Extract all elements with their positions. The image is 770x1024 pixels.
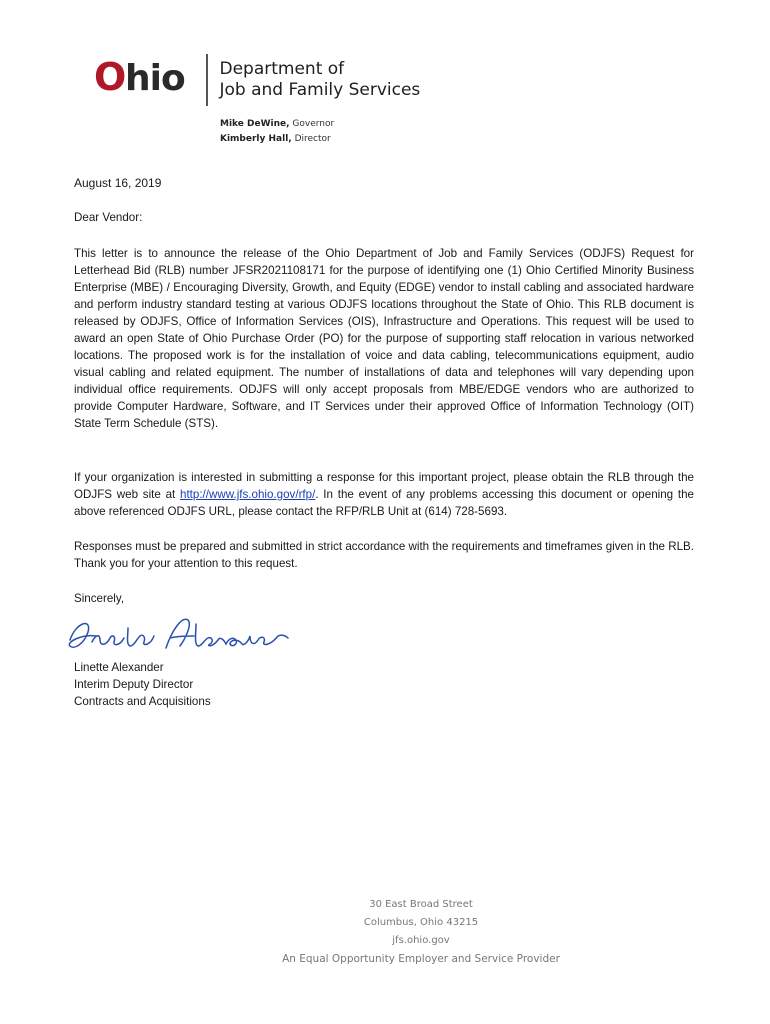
paragraph2-text-start: If your organization is interested in submitting a response for this important project, please obtain the RLB through the ODJFS web site at <box>74 471 694 501</box>
governor-title: Governor <box>292 119 335 129</box>
director-line <box>220 132 334 147</box>
paragraph-announcement: This letter is to announce the release of the Ohio Department of Job and Family Services (ODJFS) Request for Letterhead Bid (RLB) number JFSR2021108171 for the purpose of identifying one (1) Ohio Certified Minority Business Enterprise (MBE) / Encouraging Diversity, Growth, and Equity (EDGE) vendor to install cabling and associated hardware and perform industry standard testing at various ODJFS locations throughout the State of Ohio. This RLB document is released by ODJFS, Office of Information Services (OIS), Infrastructure and Operations. This request will be used to award an open State of Ohio Purchase Order (PO) for the purpose of supporting staff relocation in various networked locations. The proposed work is for the installation of voice and data cabling, telecommunications equipment, audio visual cabling and related equipment. The number of installations of data and telephones will vary depending upon individual office requirements. ODJFS will only accept proposals from MBE/EDGE vendors who are authorized to provide Computer Hardware, Software, and IT Services under their approved Office of Information Technology (OIT) State Term Schedule (STS). <box>74 247 694 430</box>
svg-text:hio: hio <box>125 57 185 97</box>
paragraph2-text-end: . In the event of any problems accessing this document or opening the above referenced ODJFS URL, please contact the RFP/RLB Unit at (614) 728-5693. <box>74 488 694 518</box>
director-name: Kimberly Hall, <box>220 134 292 144</box>
ohio-logo-icon <box>94 57 192 97</box>
paragraph-instructions <box>74 469 694 520</box>
director-title: Director <box>294 134 331 144</box>
signature-block <box>74 659 211 710</box>
logo-divider <box>206 54 208 106</box>
governor-name: Mike DeWine, <box>220 119 290 129</box>
officials <box>220 117 334 147</box>
letter-date: August 16, 2019 <box>74 176 162 190</box>
governor-line <box>220 117 334 132</box>
footer-equal-opportunity: An Equal Opportunity Employer and Service Provider <box>282 953 560 965</box>
letterhead <box>94 50 420 110</box>
salutation: Dear Vendor: <box>74 211 143 224</box>
department-name <box>220 59 421 101</box>
signature-image <box>62 606 292 666</box>
department-line1: Department of <box>219 59 345 79</box>
signer-title: Interim Deputy Director <box>74 678 194 691</box>
footer-website: jfs.ohio.gov <box>392 935 450 946</box>
closing: Sincerely, <box>74 592 125 605</box>
paragraph-requirements: Responses must be prepared and submitted in strict accordance with the requirements and timeframes given in the RLB. Thank you for your attention to this request. <box>74 540 694 570</box>
footer-address <box>36 896 770 950</box>
signer-department: Contracts and Acquisitions <box>74 695 211 708</box>
svg-text:O: O <box>94 56 126 97</box>
footer-city: Columbus, Ohio 43215 <box>363 917 479 928</box>
ohio-logo <box>94 57 192 104</box>
department-line2: Job and Family Services <box>219 80 421 100</box>
footer-street: 30 East Broad Street <box>369 899 473 910</box>
rfp-link[interactable]: http://www.jfs.ohio.gov/rfp/ <box>180 488 316 501</box>
signer-name: Linette Alexander <box>74 661 164 674</box>
